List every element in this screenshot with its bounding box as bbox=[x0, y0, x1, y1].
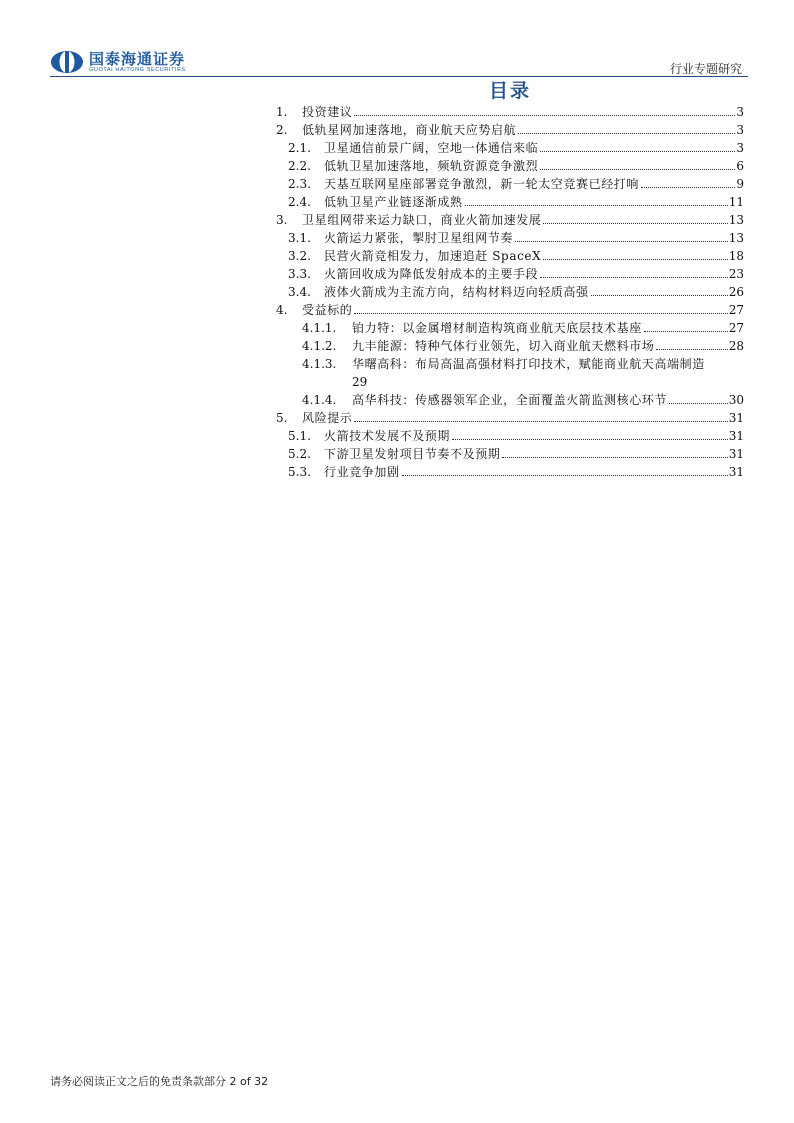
toc-entry-page: 27 bbox=[728, 321, 744, 335]
toc-entry[interactable] bbox=[276, 157, 744, 175]
toc-entry-number: 2. bbox=[276, 123, 288, 137]
toc-entry-label: 下游卫星发射项目节奏不及预期 bbox=[324, 447, 501, 461]
toc-entry-number: 3.2. bbox=[288, 249, 311, 263]
toc-entry-label: 投资建议 bbox=[302, 105, 353, 119]
toc-entry-number: 3. bbox=[276, 213, 288, 227]
toc-entry[interactable] bbox=[276, 463, 744, 481]
toc-leader-dots bbox=[543, 259, 727, 260]
toc-entry-page: 26 bbox=[728, 285, 744, 299]
toc-entry-page: 13 bbox=[728, 231, 744, 245]
toc-entry[interactable] bbox=[276, 355, 744, 391]
logo-chinese-name: 国泰海通证券 bbox=[89, 49, 186, 68]
toc-entry-number: 2.4. bbox=[288, 195, 311, 209]
toc-leader-dots bbox=[515, 241, 728, 242]
toc-entry-page: 11 bbox=[728, 195, 744, 209]
toc-leader-dots bbox=[543, 223, 727, 224]
toc-leader-dots bbox=[669, 403, 728, 404]
toc-entry-number: 5.3. bbox=[288, 465, 311, 479]
toc-entry[interactable] bbox=[276, 211, 744, 229]
toc-leader-dots bbox=[402, 475, 728, 476]
toc-leader-dots bbox=[354, 115, 735, 116]
toc-leader-dots bbox=[502, 457, 727, 458]
toc-entry[interactable] bbox=[276, 175, 744, 193]
table-of-contents bbox=[276, 103, 744, 481]
toc-leader-dots bbox=[656, 349, 727, 350]
toc-entry[interactable] bbox=[276, 391, 744, 409]
toc-entry-number: 3.4. bbox=[288, 285, 311, 299]
toc-entry[interactable] bbox=[276, 409, 744, 427]
toc-entry-page: 9 bbox=[736, 177, 744, 191]
toc-entry-number: 4.1.3. bbox=[302, 357, 337, 371]
report-type-label: 行业专题研究 bbox=[669, 62, 742, 76]
toc-entry[interactable] bbox=[276, 121, 744, 139]
toc-entry-label: 铂力特：以金属增材制造构筑商业航天底层技术基座 bbox=[352, 321, 642, 335]
toc-entry-label: 华曙高科：布局高温高强材料打印技术，赋能商业航天高端制造 bbox=[352, 357, 705, 371]
toc-entry-label: 液体火箭成为主流方向，结构材料迈向轻质高强 bbox=[324, 285, 589, 299]
toc-entry-number: 3.1. bbox=[288, 231, 311, 245]
toc-leader-dots bbox=[540, 169, 735, 170]
toc-entry-page: 6 bbox=[736, 159, 744, 173]
toc-leader-dots bbox=[644, 331, 728, 332]
toc-leader-dots bbox=[591, 295, 728, 296]
toc-entry[interactable] bbox=[276, 139, 744, 157]
toc-entry-label: 受益标的 bbox=[302, 303, 353, 317]
toc-entry-page: 28 bbox=[728, 339, 744, 353]
toc-entry-label: 高华科技：传感器领军企业，全面覆盖火箭监测核心环节 bbox=[352, 393, 668, 407]
toc-entry[interactable] bbox=[276, 229, 744, 247]
toc-entry-label: 九丰能源：特种气体行业领先，切入商业航天燃料市场 bbox=[352, 339, 655, 353]
toc-leader-dots bbox=[518, 133, 735, 134]
toc-entry-page: 31 bbox=[728, 411, 744, 425]
company-logo bbox=[50, 48, 186, 76]
toc-entry-label: 火箭技术发展不及预期 bbox=[324, 429, 451, 443]
toc-entry-label: 低轨卫星产业链逐渐成熟 bbox=[324, 195, 463, 209]
toc-entry-number: 2.3. bbox=[288, 177, 311, 191]
toc-entry[interactable] bbox=[276, 193, 744, 211]
logo-english-name: GUOTAI HAITONG SECURITIES bbox=[89, 66, 186, 73]
toc-entry-page: 18 bbox=[728, 249, 744, 263]
toc-entry[interactable] bbox=[276, 265, 744, 283]
toc-entry-number: 1. bbox=[276, 105, 288, 119]
toc-entry-number: 3.3. bbox=[288, 267, 311, 281]
toc-entry-label: 火箭回收成为降低发射成本的主要手段 bbox=[324, 267, 539, 281]
toc-entry-label: 低轨卫星加速落地，频轨资源竞争激烈 bbox=[324, 159, 539, 173]
disclaimer-footer: 请务必阅读正文之后的免责条款部分 2 of 32 bbox=[50, 1075, 269, 1088]
toc-entry-page: 3 bbox=[736, 141, 744, 155]
logo-mark-icon bbox=[50, 50, 84, 74]
toc-entry-page: 31 bbox=[728, 429, 744, 443]
toc-entry[interactable] bbox=[276, 247, 744, 265]
toc-entry-label: 卫星通信前景广阔，空地一体通信来临 bbox=[324, 141, 539, 155]
toc-leader-dots bbox=[354, 421, 727, 422]
toc-entry[interactable] bbox=[276, 427, 744, 445]
toc-entry[interactable] bbox=[276, 283, 744, 301]
toc-leader-dots bbox=[452, 439, 728, 440]
toc-entry[interactable] bbox=[276, 301, 744, 319]
toc-entry-number: 4.1.4. bbox=[302, 393, 337, 407]
toc-entry-number: 4.1.2. bbox=[302, 339, 337, 353]
toc-title: 目录 bbox=[488, 80, 531, 102]
toc-entry-number: 2.2. bbox=[288, 159, 311, 173]
toc-entry-label: 卫星组网带来运力缺口，商业火箭加速发展 bbox=[302, 213, 542, 227]
toc-entry-page: 23 bbox=[728, 267, 744, 281]
toc-entry[interactable] bbox=[276, 319, 744, 337]
toc-leader-dots bbox=[641, 187, 735, 188]
toc-entry-number: 5.2. bbox=[288, 447, 311, 461]
toc-leader-dots bbox=[354, 313, 727, 314]
toc-entry-page: 29 bbox=[352, 375, 368, 389]
toc-entry-page: 30 bbox=[728, 393, 744, 407]
toc-entry-label: 行业竞争加剧 bbox=[324, 465, 400, 479]
toc-entry-label: 火箭运力紧张，掣肘卫星组网节奏 bbox=[324, 231, 514, 245]
toc-entry-number: 4.1.1. bbox=[302, 321, 337, 335]
toc-entry-page: 3 bbox=[736, 105, 744, 119]
toc-entry-page: 31 bbox=[728, 447, 744, 461]
toc-entry[interactable] bbox=[276, 337, 744, 355]
toc-entry-page: 31 bbox=[728, 465, 744, 479]
toc-entry-number: 2.1. bbox=[288, 141, 311, 155]
toc-entry-page: 27 bbox=[728, 303, 744, 317]
toc-entry-number: 5.1. bbox=[288, 429, 311, 443]
toc-entry-label: 风险提示 bbox=[302, 411, 353, 425]
toc-leader-dots bbox=[540, 151, 735, 152]
toc-entry-number: 5. bbox=[276, 411, 288, 425]
toc-entry-label: 天基互联网星座部署竞争激烈，新一轮太空竞赛已经打响 bbox=[324, 177, 640, 191]
toc-entry-page: 3 bbox=[736, 123, 744, 137]
toc-entry-label: 低轨星网加速落地，商业航天应势启航 bbox=[302, 123, 517, 137]
toc-leader-dots bbox=[465, 205, 728, 206]
toc-leader-dots bbox=[540, 277, 728, 278]
toc-entry-number: 4. bbox=[276, 303, 288, 317]
toc-entry[interactable] bbox=[276, 103, 744, 121]
toc-entry[interactable] bbox=[276, 445, 744, 463]
toc-entry-page: 13 bbox=[728, 213, 744, 227]
toc-entry-label: 民营火箭竞相发力，加速追赶 SpaceX bbox=[324, 249, 542, 263]
